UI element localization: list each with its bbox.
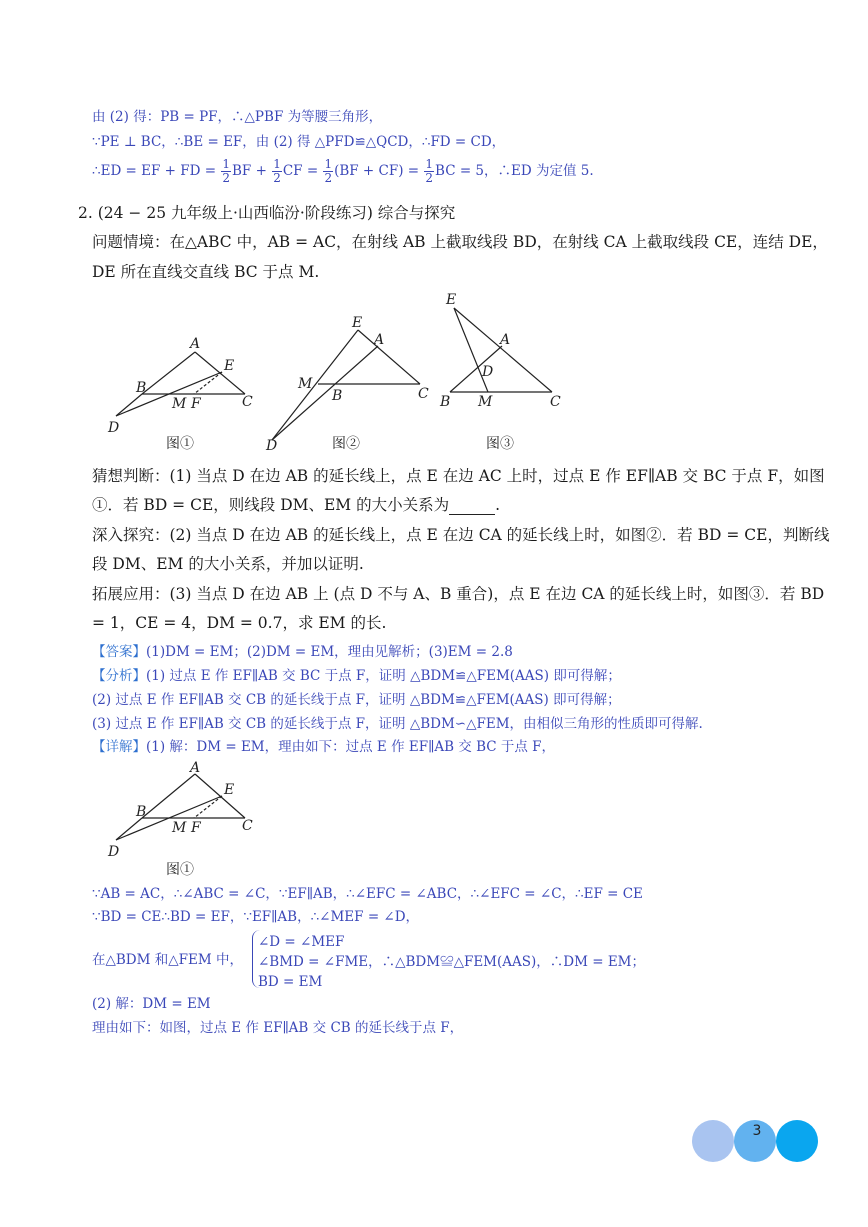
problem-context-2: DE 所在直线交直线 BC 于点 M. <box>92 263 320 281</box>
question-3-line-2: = 1，CE = 4，DM = 0.7，求 EM 的长. <box>92 614 387 632</box>
frac-num: 1 <box>425 157 434 171</box>
problem-heading: 2. (24 − 25 九年级上·山西临汾·阶段练习) 综合与探究 <box>78 204 456 222</box>
frac-num: 1 <box>222 157 231 171</box>
page-number: 3 <box>752 1123 762 1139</box>
label-C: C <box>242 394 253 410</box>
label-D: D <box>482 364 494 380</box>
frac-num: 1 <box>273 157 281 171</box>
proof-line-3-prefix: 在△BDM 和△FEM 中， <box>92 952 243 968</box>
detail-line-1 <box>92 737 555 757</box>
fraction <box>323 158 333 185</box>
figure-2-caption: 图② <box>332 436 360 452</box>
analysis-line-2: (2) 过点 E 作 EF∥AB 交 CB 的延长线于点 F，证明 △BDM≌△FEM(AAS) 即可得解； <box>92 692 621 708</box>
label-C: C <box>242 818 253 834</box>
question-2-line-1: 深入探究：(2) 当点 D 在边 AB 的延长线上，点 E 在边 CA 的延长线上时，如图②．若 BD = CE，判断线 <box>92 526 830 544</box>
frac-den: 2 <box>425 171 434 185</box>
label-M: M <box>298 376 313 392</box>
fraction <box>221 158 231 185</box>
label-F: F <box>191 820 201 836</box>
expr-part: BC = 5，∴ED 为定值 5. <box>435 163 594 179</box>
label-B: B <box>136 804 147 820</box>
fraction <box>272 158 282 185</box>
label-E: E <box>224 782 235 798</box>
analysis-line-1 <box>92 666 621 686</box>
label-E: E <box>352 315 363 331</box>
label-A: A <box>500 332 511 348</box>
label-E: E <box>446 292 457 308</box>
page-circle-decoration-3 <box>776 1120 818 1162</box>
label-D: D <box>108 844 120 860</box>
frac-den: 2 <box>222 171 231 185</box>
answer-line <box>92 642 513 662</box>
label-M: M <box>478 394 493 410</box>
part-2-answer: (2) 解：DM = EM <box>92 996 211 1012</box>
label-D: D <box>266 438 278 454</box>
answer-text: (1)DM = EM；(2)DM = EM，理由见解析；(3)EM = 2.8 <box>146 644 513 660</box>
figure-1-caption: 图① <box>166 436 194 452</box>
label-B: B <box>440 394 451 410</box>
label-B: B <box>332 388 343 404</box>
label-C: C <box>418 386 429 402</box>
question-1-line-2 <box>92 495 500 515</box>
label-B: B <box>136 380 147 396</box>
prev-solution-line-2: ∵PE ⊥ BC，∴BE = EF，由 (2) 得 △PFD≌△QCD，∴FD = CD， <box>92 134 506 150</box>
proof-line-2: ∵BD = CE∴BD = EF，∵EF∥AB，∴∠MEF = ∠D， <box>92 909 420 925</box>
fraction <box>424 158 434 185</box>
question-2-line-2: 段 DM、EM 的大小关系，并加以证明. <box>92 555 364 573</box>
answer-blank <box>449 499 495 515</box>
system-line-2: ∠BMD = ∠FME，∴△BDM≌△FEM(AAS)，∴DM = EM； <box>258 954 646 970</box>
label-A: A <box>190 760 201 776</box>
label-F: F <box>191 396 201 412</box>
prev-solution-line-1: 由 (2) 得：PB = PF，∴△PBF 为等腰三角形， <box>92 109 383 125</box>
label-C: C <box>550 394 561 410</box>
figure-1-solution <box>100 760 270 885</box>
detail-tag: 【详解】 <box>92 739 146 755</box>
figure-3-caption: 图③ <box>486 436 514 452</box>
question-1-end: . <box>495 496 501 514</box>
analysis-line-3: (3) 过点 E 作 EF∥AB 交 CB 的延长线于点 F，证明 △BDM∽△FEM，由相似三角形的性质即可得解. <box>92 716 703 732</box>
expr-part: (BF + CF) = <box>334 163 424 179</box>
expr-part: CF = <box>282 163 323 179</box>
label-A: A <box>190 336 201 352</box>
expr-part: ∴ED = EF + FD = <box>92 163 221 179</box>
label-E: E <box>224 358 235 374</box>
analysis-text-1: (1) 过点 E 作 EF∥AB 交 BC 于点 F，证明 △BDM≌△FEM(AAS) 即可得解； <box>146 668 621 684</box>
answer-tag: 【答案】 <box>92 644 146 660</box>
frac-den: 2 <box>273 171 281 185</box>
question-3-line-1: 拓展应用：(3) 当点 D 在边 AB 上 (点 D 不与 A、B 重合)，点 E 在边 CA 的延长线上时，如图③．若 BD <box>92 585 825 603</box>
label-M: M <box>172 820 187 836</box>
figure-1 <box>100 330 270 455</box>
figure-3 <box>430 290 570 455</box>
part-2-reason: 理由如下：如图，过点 E 作 EF∥AB 交 CB 的延长线于点 F， <box>92 1020 464 1036</box>
label-A: A <box>374 332 385 348</box>
analysis-tag: 【分析】 <box>92 668 146 684</box>
frac-num: 1 <box>324 157 333 171</box>
question-1-line-1: 猜想判断：(1) 当点 D 在边 AB 的延长线上，点 E 在边 AC 上时，过点 E 作 EF∥AB 交 BC 于点 F，如图 <box>92 467 825 485</box>
detail-text-1: (1) 解：DM = EM，理由如下：过点 E 作 EF∥AB 交 BC 于点 F， <box>146 739 556 755</box>
page-circle-decoration-1 <box>692 1120 734 1162</box>
problem-context-1: 问题情境：在△ABC 中，AB = AC，在射线 AB 上截取线段 BD，在射线 CA 上截取线段 CE，连结 DE， <box>92 233 828 251</box>
question-1-text: ①．若 BD = CE，则线段 DM、EM 的大小关系为 <box>92 496 450 514</box>
system-line-3: BD = EM <box>258 974 323 990</box>
frac-den: 2 <box>324 171 333 185</box>
expr-part: BF + <box>232 163 272 179</box>
label-D: D <box>108 420 120 436</box>
figure-2 <box>260 312 440 455</box>
prev-solution-line-3 <box>92 156 594 186</box>
equation-system <box>258 932 645 992</box>
system-line-1: ∠D = ∠MEF <box>258 934 345 950</box>
proof-line-1: ∵AB = AC，∴∠ABC = ∠C，∵EF∥AB，∴∠EFC = ∠ABC，∴∠EFC = ∠C，∴EF = CE <box>92 886 643 902</box>
figure-1-solution-caption: 图① <box>166 862 194 878</box>
label-M: M <box>172 396 187 412</box>
